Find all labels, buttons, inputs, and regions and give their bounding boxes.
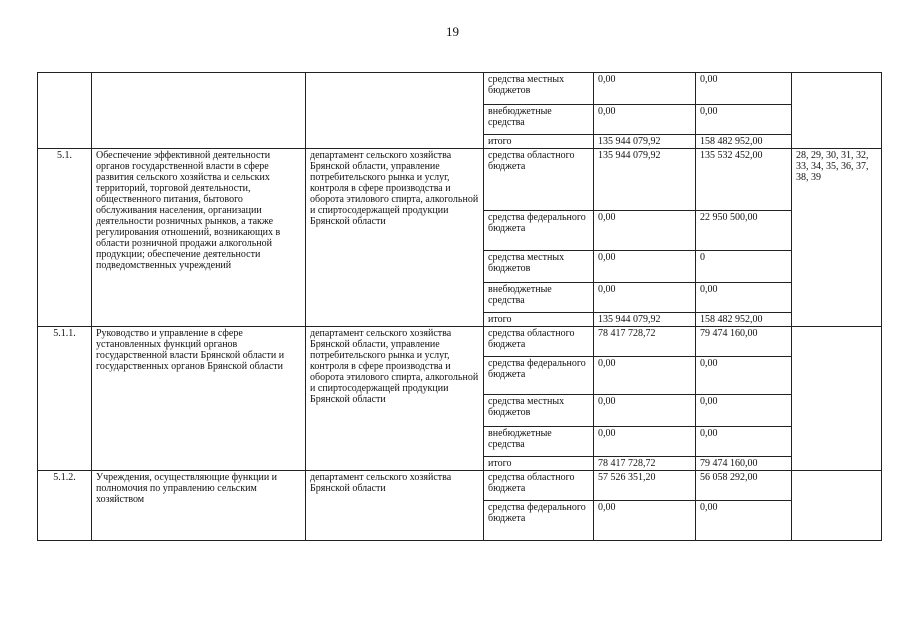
amount-2020: 0,00 [696, 427, 792, 457]
funding-source: средства областного бюджета [484, 471, 594, 501]
funding-source: внебюджетные средства [484, 105, 594, 135]
amount-2019: 135 944 079,92 [594, 313, 696, 327]
target-indicators [792, 327, 882, 471]
table-row [38, 73, 882, 105]
amount-2020: 135 532 452,00 [696, 149, 792, 211]
amount-2020: 0 [696, 251, 792, 283]
funding-source: итого [484, 457, 594, 471]
table-row [38, 327, 882, 357]
funding-source: средства федерального бюджета [484, 211, 594, 251]
target-indicators [792, 471, 882, 541]
amount-2019: 0,00 [594, 283, 696, 313]
amount-2020: 0,00 [696, 105, 792, 135]
amount-2020: 56 058 292,00 [696, 471, 792, 501]
amount-2019: 78 417 728,72 [594, 457, 696, 471]
row-code: 5.1. [38, 149, 92, 327]
amount-2019: 0,00 [594, 357, 696, 395]
funding-source: итого [484, 313, 594, 327]
target-indicators: 28, 29, 30, 31, 32, 33, 34, 35, 36, 37, 38, 39 [792, 149, 882, 327]
amount-2019: 135 944 079,92 [594, 135, 696, 149]
funding-source: итого [484, 135, 594, 149]
amount-2020: 0,00 [696, 395, 792, 427]
amount-2019: 0,00 [594, 73, 696, 105]
row-code: 5.1.2. [38, 471, 92, 541]
amount-2020: 79 474 160,00 [696, 457, 792, 471]
funding-source: средства областного бюджета [484, 149, 594, 211]
budget-table [37, 72, 882, 541]
measure-name [92, 73, 306, 149]
funding-source: внебюджетные средства [484, 427, 594, 457]
amount-2019: 135 944 079,92 [594, 149, 696, 211]
funding-source: средства местных бюджетов [484, 251, 594, 283]
table-body [38, 73, 882, 541]
funding-source: средства областного бюджета [484, 327, 594, 357]
responsible-executor [306, 73, 484, 149]
responsible-executor: департамент сельского хозяйства Брянской области [306, 471, 484, 541]
table-row [38, 149, 882, 211]
amount-2020: 158 482 952,00 [696, 313, 792, 327]
amount-2019: 0,00 [594, 251, 696, 283]
amount-2019: 0,00 [594, 427, 696, 457]
funding-source: средства федерального бюджета [484, 501, 594, 541]
measure-name: Обеспечение эффективной деятельности органов государственной власти в сфере развития сельского хозяйства и сельских территорий, торговой деятельности, общественного питания, бытового обслуживания населения, организации деятельности розничных рынков, а также регулирования отношений, возникающих в области розничной продажи алкогольной продукции; обеспечение деятельности подведомственных учреждений [92, 149, 306, 327]
funding-source: средства федерального бюджета [484, 357, 594, 395]
amount-2019: 0,00 [594, 105, 696, 135]
amount-2020: 0,00 [696, 283, 792, 313]
responsible-executor: департамент сельского хозяйства Брянской области, управление потребительского рынка и услуг, контроля в сфере производства и оборота этилового спирта, алкогольной и спиртосодержащей продукции Брянской области [306, 327, 484, 471]
amount-2020: 0,00 [696, 357, 792, 395]
row-code [38, 73, 92, 149]
amount-2020: 79 474 160,00 [696, 327, 792, 357]
amount-2020: 158 482 952,00 [696, 135, 792, 149]
table-row [38, 471, 882, 501]
amount-2019: 78 417 728,72 [594, 327, 696, 357]
responsible-executor: департамент сельского хозяйства Брянской области, управление потребительского рынка и услуг, контроля в сфере производства и оборота этилового спирта, алкогольной и спиртосодержащей продукции Брянской области [306, 149, 484, 327]
amount-2020: 0,00 [696, 73, 792, 105]
measure-name: Учреждения, осуществляющие функции и полномочия по управлению сельским хозяйством [92, 471, 306, 541]
funding-source: внебюджетные средства [484, 283, 594, 313]
amount-2020: 22 950 500,00 [696, 211, 792, 251]
amount-2019: 57 526 351,20 [594, 471, 696, 501]
amount-2019: 0,00 [594, 395, 696, 427]
funding-source: средства местных бюджетов [484, 73, 594, 105]
amount-2020: 0,00 [696, 501, 792, 541]
funding-source: средства местных бюджетов [484, 395, 594, 427]
row-code: 5.1.1. [38, 327, 92, 471]
page-number: 19 [446, 24, 459, 39]
measure-name: Руководство и управление в сфере установленных функций органов государственной власти Брянской области и государственных органов Брянской области [92, 327, 306, 471]
amount-2019: 0,00 [594, 211, 696, 251]
target-indicators [792, 73, 882, 149]
amount-2019: 0,00 [594, 501, 696, 541]
